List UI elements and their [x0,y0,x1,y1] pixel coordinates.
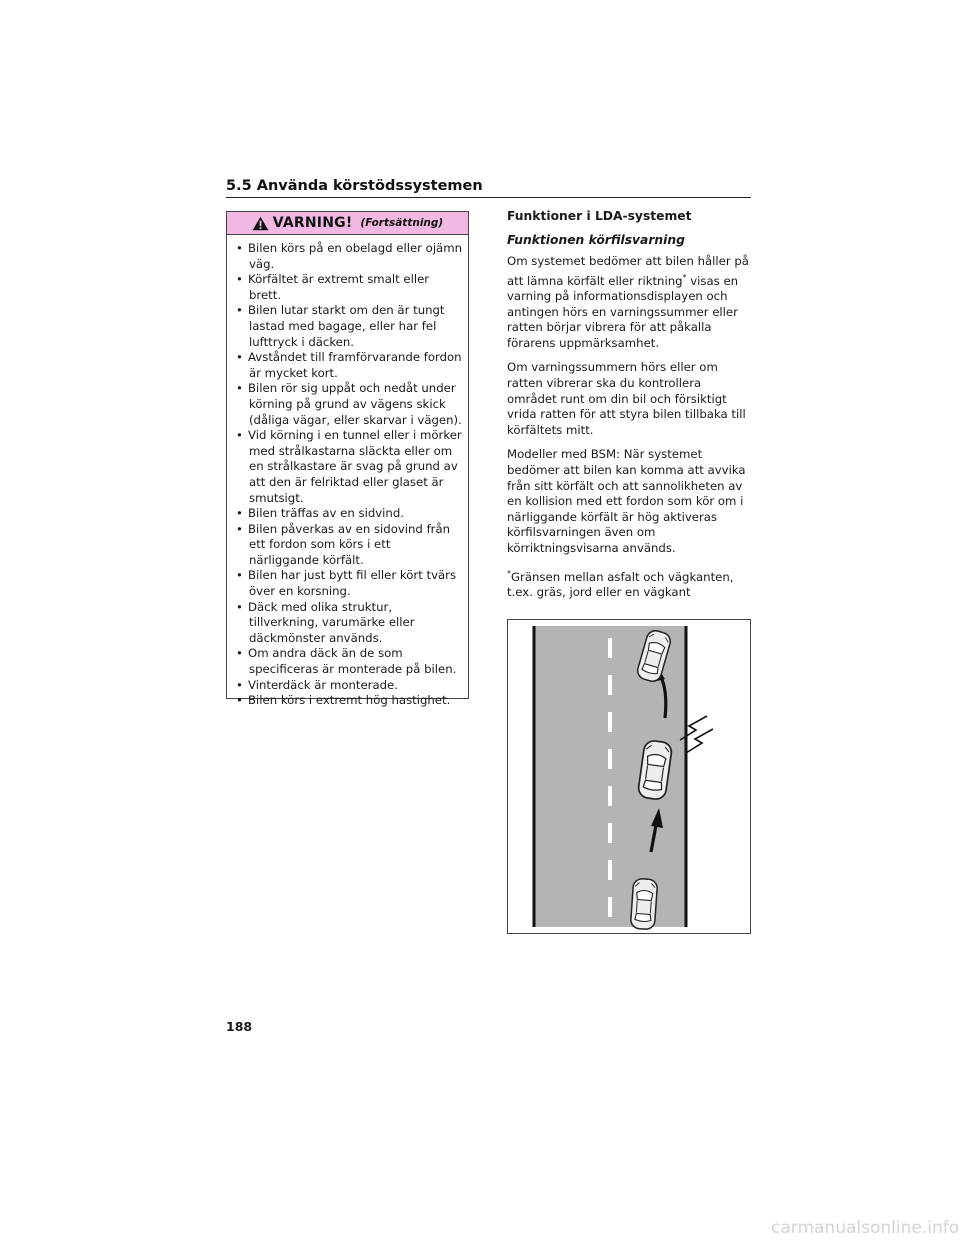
list-item: • Avståndet till framförvarande fordon är mycket kort. [233,350,462,381]
page-number: 188 [226,1019,253,1034]
list-item: • Bilen körs i extremt hög hastighet. [233,693,462,709]
footnote: *Gränsen mellan asfalt och vägkanten, t.ex. gräs, jord eller en vägkant [507,568,734,600]
list-item: • Körfältet är extremt smalt eller brett. [233,272,462,303]
watermark: carmanualsonline.info [771,1218,960,1238]
list-item: • Vid körning i en tunnel eller i mörker med strålkastarna släckta eller om en strålkastare är svag på grund av att den är felriktad eller glaset är smutsigt. [233,428,462,506]
list-item: • Bilen rör sig uppåt och nedåt under körning på grund av vägens skick (dåliga vägar, eller skarvar i vägen). [233,381,462,428]
list-item: • Bilen påverkas av en sidovind från ett fordon som körs i ett närliggande körfält. [233,522,462,569]
warning-continued: (Fortsättning) [360,217,444,229]
paragraph-bsm-models: Modeller med BSM: När systemet bedömer att bilen kan komma att avvika från sitt körfält och att sannolikheten av en kollision med ett fordon som kör om i närliggande körfält är hög aktiveras körfilsvarningen även om körriktningsvisarna används. [507,447,746,555]
paragraph-warning-action: Om varningssummern hörs eller om ratten vibrerar ska du kontrollera området runt om din bil och försiktigt vrida ratten för att styra bilen tillbaka till körfältets mitt. [507,360,746,437]
list-item: • Bilen träffas av en sidvind. [233,506,462,522]
warning-box [226,211,469,708]
section-subheading: Funktionen körfilsvarning [507,233,685,247]
list-item: • Vinterdäck är monterade. [233,678,462,694]
section-header: 5.5 Använda körstödssystemen [226,178,751,198]
footnote-marker: * [507,568,511,578]
list-item: • Om andra däck än de som specificeras är monterade på bilen. [233,646,462,677]
section-heading: Funktioner i LDA-systemet [507,209,692,223]
warning-header [227,212,468,235]
list-item: • Bilen lutar starkt om den är tungt lastad med bagage, eller har fel lufttryck i däcken. [233,303,462,350]
warning-title: VARNING! [272,215,353,231]
footnote-marker: * [682,272,687,282]
content-column [507,209,753,610]
warning-triangle-icon [252,216,269,231]
warning-list [227,235,468,709]
list-item: • Bilen har just bytt fil eller kört tvärs över en korsning. [233,568,462,599]
lane-departure-illustration [507,619,751,934]
list-item: • Däck med olika struktur, tillverkning, varumärke eller däckmönster används. [233,600,462,647]
car-behind [630,878,657,930]
road-diagram [508,620,750,933]
list-item: • Bilen körs på en obelagd eller ojämn väg. [233,241,462,272]
paragraph-warning-function: Om systemet bedömer att bilen håller på att lämna körfält eller riktning* visas en varning på informationsdisplayen och antingen hörs en varningssummer eller ratten börjar vibrera för att påkalla förarens uppmärksamhet. [507,254,749,350]
